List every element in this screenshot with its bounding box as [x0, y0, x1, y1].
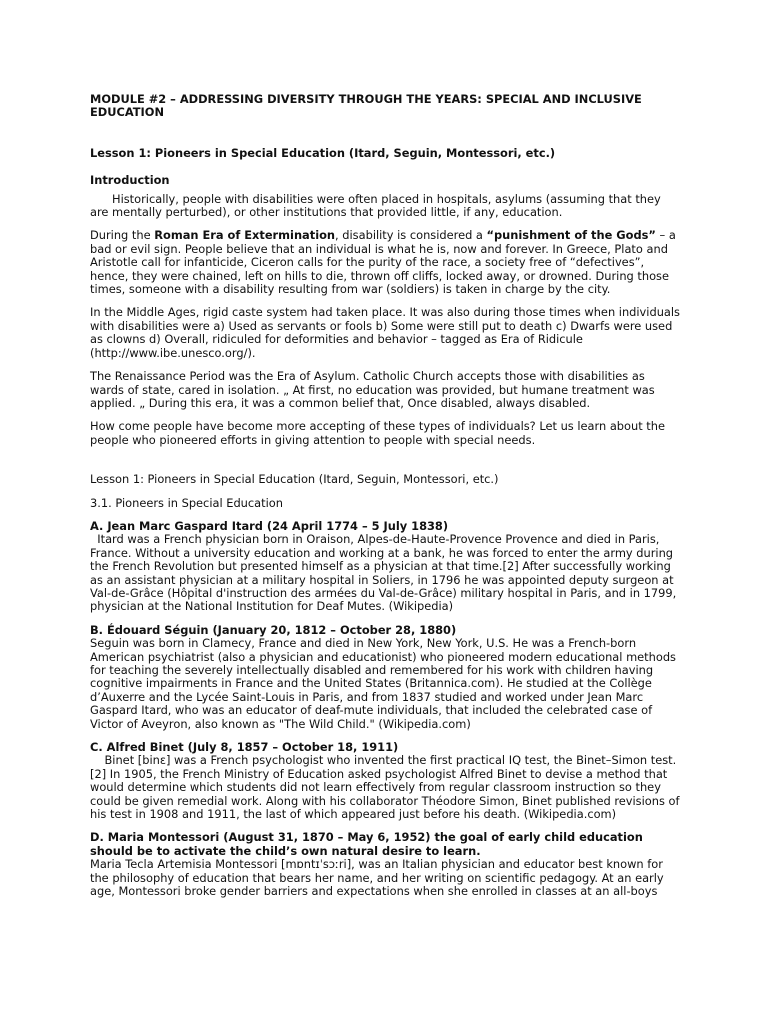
punishment-term: “punishment of the Gods”: [486, 228, 656, 243]
roman-era-text-3: – a bad or evil sign. People believe that an individual is what he is, now and forever. In Greece, Plato and Aristotle call for infanticide, Ciceron calls for the purity of the race, a society free of “defectives”, hence, they were chained, left on hills to die, thrown off cliffs, locked away, or drowned. During those times, someone with a disability resulting from war (soldiers) is taken in charge by the city.: [90, 228, 676, 297]
section-text: Binet [binɛ] was a French psychologist who invented the first practical IQ test, the Binet–Simon test.[2] In 1905, the French Ministry of Education asked psychologist Alfred Binet to devise a method that would determine which students did not learn effectively from regular classroom instruction so they could be given remedial work. Along with his collaborator Théodore Simon, Binet published revisions of his test in 1908 and 1911, the last of which appeared just before his death. (Wikipedia.com): [90, 753, 684, 822]
introduction-heading: Introduction: [90, 173, 170, 188]
lesson-heading: Lesson 1: Pioneers in Special Education (Itard, Seguin, Montessori, etc.): [90, 145, 556, 160]
section-text: Maria Tecla Artemisia Montessori [mɒntɪˈsɔːri], was an Italian physician and educator best known for the philosophy of education that bears her name, and her writing on scientific pedagogy. At an early age, Montessori broke gender barriers and expectations when she enrolled in classes at an all-boys: [90, 857, 664, 899]
lesson-heading-repeat: Lesson 1: Pioneers in Special Education (Itard, Seguin, Montessori, etc.): [90, 472, 499, 487]
roman-era-text-2: , disability is considered a: [335, 228, 487, 243]
paragraph-question: How come people have become more accepting of these types of individuals? Let us learn about the people who pioneered efforts in giving attention to people with special needs.: [90, 419, 665, 447]
section-heading: B. Édouard Séguin (January 20, 1812 – October 28, 1880): [90, 622, 457, 637]
section-montessori: [90, 831, 680, 898]
section-heading: C. Alfred Binet (July 8, 1857 – October 18, 1911): [90, 740, 399, 755]
paragraph-middle-ages: In the Middle Ages, rigid caste system had taken place. It was also during those times when individuals with disabilities were a) Used as servants or fools b) Some were still put to death c) Dwarfs were used as clowns d) Overall, ridiculed for deformities and behavior – tagged as Era of Ridicule (http://www.ibe.unesco.org/).: [90, 305, 680, 360]
paragraph-renaissance: The Renaissance Period was the Era of Asylum. Catholic Church accepts those with disabilities as wards of state, cared in isolation. „ At first, no education was provided, but humane treatment was applied. „ During this era, it was a common belief that, Once disabled, always disabled.: [90, 369, 655, 410]
section-text: Seguin was born in Clamecy, France and died in New York, New York, U.S. He was a French-born American psychiatrist (also a physician and educationist) who pioneered modern educational methods for teaching the severely intellectually disabled and remembered for his work with children having cognitive impairments in France and the United States (Britannica.com). He studied at the Collège d’Auxerre and the Lycée Saint-Louis in Paris, and from 1837 studied and worked under Jean Marc Gaspard Itard, who was an educator of deaf-mute individuals, that included the celebrated case of Victor of Aveyron, also known as "The Wild Child." (Wikipedia.com): [90, 636, 676, 731]
paragraph-roman-era: [90, 229, 680, 296]
section-seguin: [90, 624, 680, 731]
section-binet: [90, 740, 684, 822]
subsection-heading: 3.1. Pioneers in Special Education: [90, 495, 283, 510]
section-text: Itard was a French physician born in Oraison, Alpes-de-Haute-Provence Provence and died in Paris, France. Without a university education and working at a bank, he was forced to enter the army during the French Revolution but presented himself as a physician at that time.[2] After successfully working as an assistant physician at a military hospital in Soliers, in 1796 he was appointed deputy surgeon at Val-de-Grâce (Hôpital d'instruction des armées du Val-de-Grâce) military hospital in Paris, and in 1799, physician at the National Institution for Deaf Mutes. (Wikipedia): [90, 532, 680, 614]
paragraph-historically: Historically, people with disabilities were often placed in hospitals, asylums (assuming that they are mentally perturbed), or other institutions that provided little, if any, education.: [90, 191, 661, 220]
section-heading: A. Jean Marc Gaspard Itard (24 April 1774 – 5 July 1838): [90, 518, 449, 533]
section-heading: D. Maria Montessori (August 31, 1870 – May 6, 1952) the goal of early child education should be to activate the child’s own natural desire to learn.: [90, 830, 643, 858]
document-page: [90, 92, 684, 909]
module-title: MODULE #2 – ADDRESSING DIVERSITY THROUGH THE YEARS: SPECIAL AND INCLUSIVE EDUCATION: [90, 92, 642, 120]
roman-era-text-1: During the: [90, 228, 155, 243]
roman-era-term: Roman Era of Extermination: [154, 228, 336, 243]
section-itard: [90, 520, 680, 614]
